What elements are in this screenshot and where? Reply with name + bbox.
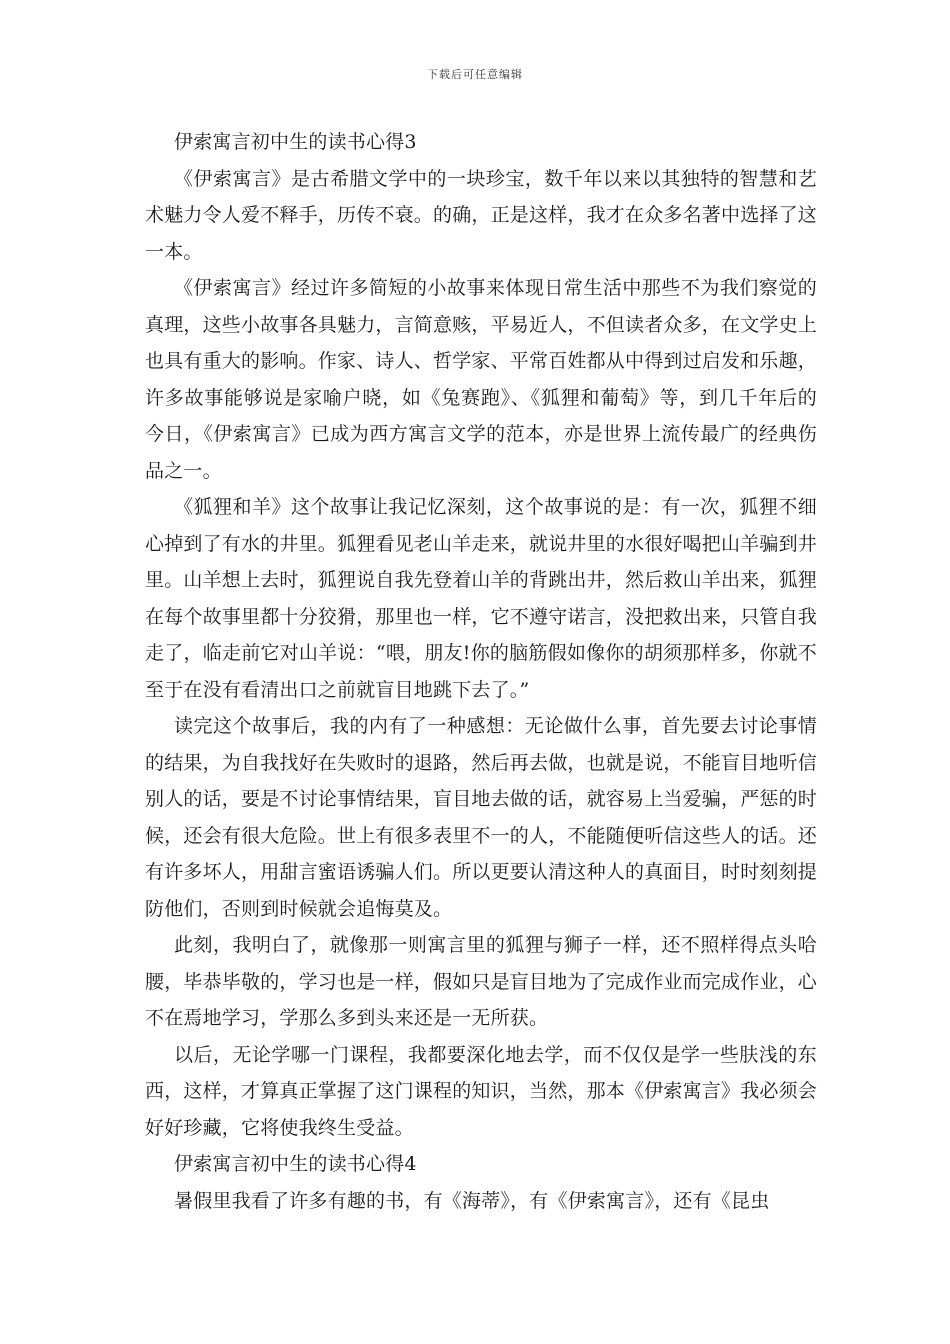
document-body: [145, 124, 817, 1219]
paragraph: 《狐狸和羊》这个故事让我记忆深刻，这个故事说的是：有一次，狐狸不细心掉到了有水的井里。狐狸看见老山羊走来，就说井里的水很好喝把山羊骗到井里。山羊想上去时，狐狸说自我先登着山羊的背跳出井，然后救山羊出来，狐狸在每个故事里都十分狡猾，那里也一样，它不遵守诺言，没把救出来，只管自我走了，临走前它对山羊说：“喂，朋友!你的脑筋假如像你的胡须那样多，你就不至于在没有看清出口之前就盲目地跳下去了。”: [145, 496, 818, 701]
paragraph: 《伊索寓言》是古希腊文学中的一块珍宝，数千年以来以其独特的智慧和艺术魅力令人爱不释手，历传不衰。的确，正是这样，我才在众多名著中选择了这一本。: [145, 167, 818, 263]
paragraph: 《伊索寓言》经过许多简短的小故事来体现日常生活中那些不为我们察觉的真理，这些小故事各具魅力，言简意赅，平易近人，不但读者众多，在文学史上也具有重大的影响。作家、诗人、哲学家、平常百姓都从中得到过启发和乐趣，许多故事能够说是家喻户晓，如《兔赛跑》、《狐狸和葡萄》等，到几千年后的今日，《伊索寓言》已成为西方寓言文学的范本，亦是世界上流传最广的经典伤品之一。: [145, 277, 818, 482]
page-header-note: 下载后可任意编辑: [427, 68, 523, 81]
section-heading: 伊索寓言初中生的读书心得4: [174, 1153, 417, 1175]
paragraph: 暑假里我看了许多有趣的书，有《海蒂》，有《伊索寓言》，还有《昆虫: [174, 1189, 770, 1212]
paragraph: 以后，无论学哪一门课程，我都要深化地去学，而不仅仅是学一些肤浅的东西，这样，才算真正掌握了这门课程的知识，当然，那本《伊索寓言》我必须会好好珍藏，它将使我终生受益。: [145, 1043, 818, 1139]
paragraph: 此刻，我明白了，就像那一则寓言里的狐狸与狮子一样，还不照样得点头哈腰，毕恭毕敬的，学习也是一样，假如只是盲目地为了完成作业而完成作业，心不在焉地学习，学那么多到头来还是一无所获。: [145, 934, 818, 1029]
section-heading: 伊索寓言初中生的读书心得3: [174, 131, 417, 153]
paragraph: 读完这个故事后，我的内有了一种感想：无论做什么事，首先要去讨论事情的结果，为自我找好在失败时的退路，然后再去做，也就是说，不能盲目地听信别人的话，要是不讨论事情结果，盲目地去做的话，就容易上当爱骗，严惩的时候，还会有很大危险。世上有很多表里不一的人，不能随便听信这些人的话。还有许多坏人，用甜言蜜语诱骗人们。所以更要认清这种人的真面目，时时刻刻提防他们，否则到时候就会追悔莫及。: [145, 715, 818, 920]
